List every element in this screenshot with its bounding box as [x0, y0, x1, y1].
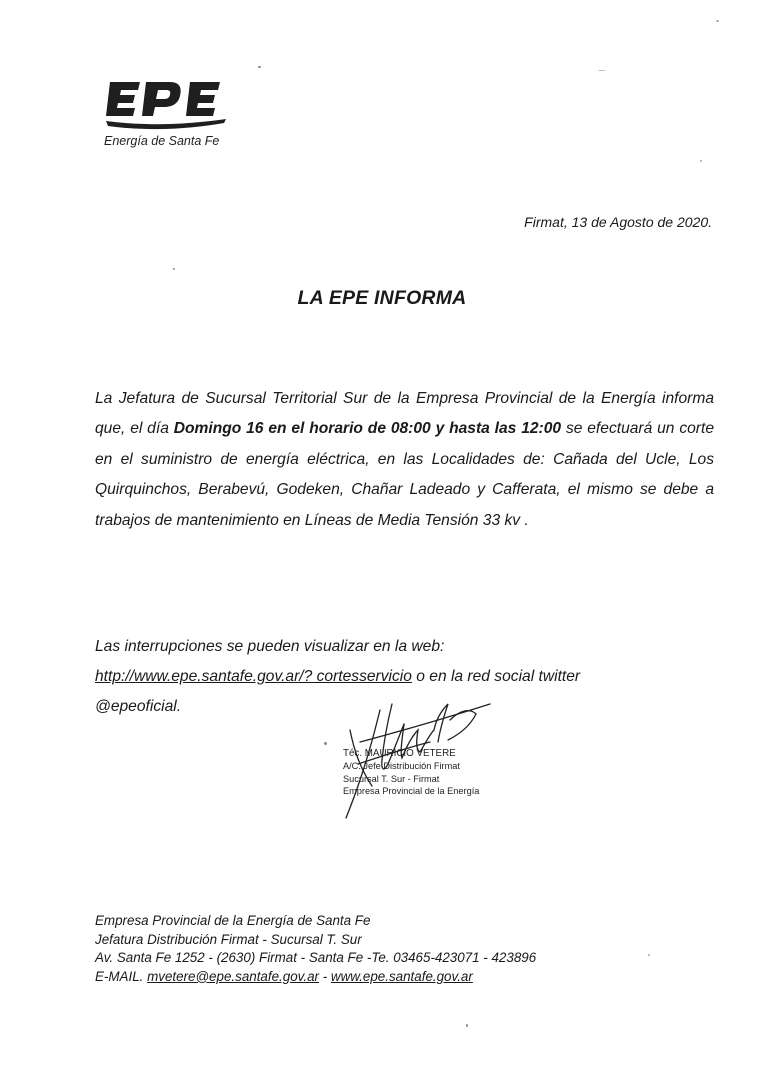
scan-speck: [598, 70, 606, 71]
footer-web-link[interactable]: www.epe.santafe.gov.ar: [330, 968, 473, 984]
stamp-name: Téc. MAURICIO VETERE: [343, 748, 456, 759]
scan-speck: [648, 954, 650, 956]
letter-date: Firmat, 13 de Agosto de 2020.: [524, 214, 712, 230]
paragraph-text-a: La Jefatura de Sucursal Territorial Sur de la Empresa Provincial de la Energía informa que, el día: [95, 390, 714, 438]
scan-speck: [173, 268, 175, 270]
paragraph-schedule: Domingo 16 en el horario de 08:00 y hasta las 12:00: [173, 420, 562, 438]
footer-department: Jefatura Distribución Firmat - Sucursal T. Sur: [95, 931, 362, 947]
scan-speck: [258, 66, 261, 68]
footer-email-label: E-MAIL.: [95, 968, 148, 984]
web-link-line: [95, 662, 715, 692]
web-after-link: o en la red social twitter: [411, 668, 581, 685]
announcement-paragraph: [95, 384, 714, 536]
paragraph-text-b: se efectuará un corte en el suministro de energía eléctrica, en las Localidades de: Cañada del Ucle, Los Quirquinchos, Berabevú, Godeken, Chañar Ladeado y Cafferata, el mismo se debe a trabajos de mantenimiento en Líneas de Media Tensión 33 kv .: [95, 420, 714, 529]
page-title: LA EPE INFORMA: [297, 287, 467, 309]
twitter-handle: @epeoficial.: [95, 698, 182, 715]
footer-contact: [95, 912, 536, 986]
stamp-role: A/C. Jefe Distribución Firmat: [343, 761, 460, 772]
scan-speck: [700, 160, 702, 162]
scan-speck: [324, 742, 327, 745]
scan-speck: [466, 1024, 468, 1027]
footer-separator: -: [319, 968, 331, 984]
epe-web-link[interactable]: http://www.epe.santafe.gov.ar/? cortesservicio: [95, 668, 412, 685]
footer-company: Empresa Provincial de la Energía de Santa Fe: [95, 913, 371, 928]
footer-email-line: [95, 968, 536, 987]
web-intro: Las interrupciones se pueden visualizar en la web:: [95, 638, 445, 655]
stamp-branch: Sucursal T. Sur - Firmat: [343, 773, 440, 784]
footer-email-link[interactable]: mvetere@epe.santafe.gov.ar: [147, 968, 319, 984]
logo-tagline: Energía de Santa Fe: [104, 134, 220, 148]
signature-stamp: [343, 748, 479, 798]
epe-logo: [104, 76, 234, 156]
footer-address: Av. Santa Fe 1252 - (2630) Firmat - Santa Fe -Te. 03465-423071 - 423896: [95, 950, 537, 966]
epe-logo-mark: [104, 76, 234, 136]
stamp-company: Empresa Provincial de la Energía: [343, 786, 480, 797]
scan-speck: [716, 20, 719, 22]
